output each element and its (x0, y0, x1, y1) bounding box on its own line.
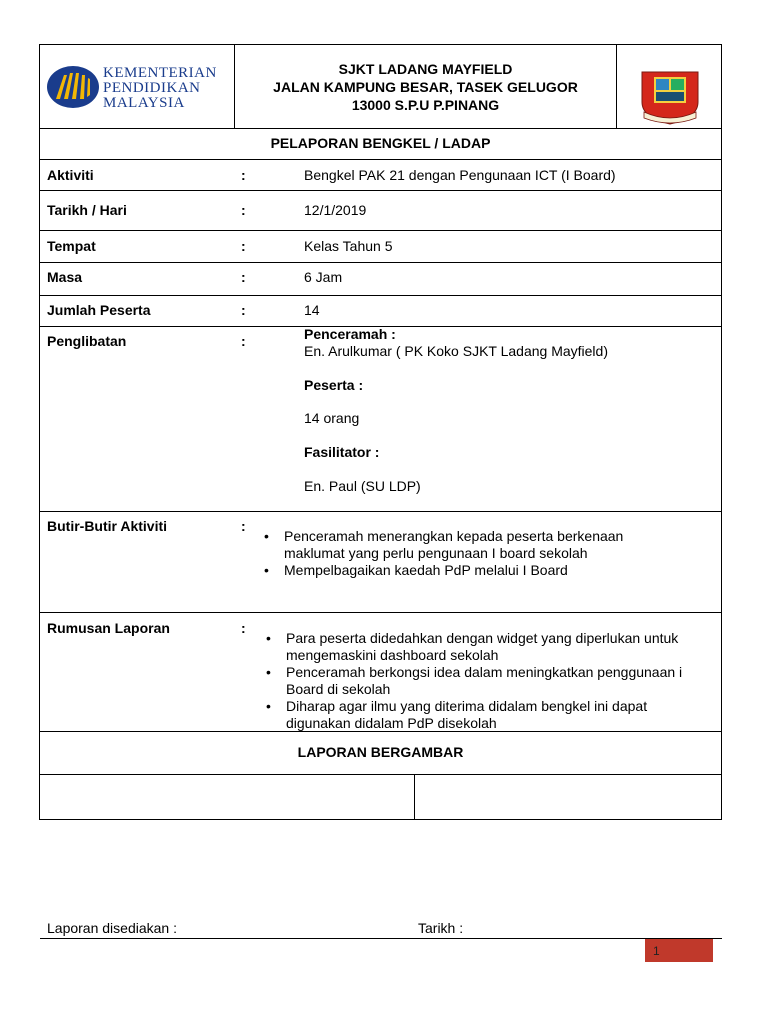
page-number-badge (645, 939, 713, 962)
fasilitator-heading: Fasilitator : (304, 444, 380, 460)
list-item: • Penceramah berkongsi idea dalam meningkatkan penggunaan i Board di sekolah (260, 664, 700, 698)
kpm-logo-line1: KEMENTERIAN (103, 65, 217, 81)
date-label: Tarikh : (418, 920, 464, 936)
form-title: PELAPORAN BENGKEL / LADAP (270, 135, 491, 151)
school-name: SJKT LADANG MAYFIELD (338, 61, 513, 77)
penglibatan-label: Penglibatan (47, 333, 127, 349)
penglibatan-colon: : (241, 333, 246, 349)
aktiviti-value: Bengkel PAK 21 dengan Pengunaan ICT (I Board) (304, 167, 616, 183)
list-item: • Mempelbagaikan kaedah PdP melalui I Board (258, 562, 678, 579)
butir-aktiviti-colon: : (241, 518, 246, 534)
butir-aktiviti-list (258, 528, 678, 579)
rumusan-laporan-list (260, 630, 700, 732)
prepared-by-label: Laporan disediakan : (47, 920, 177, 936)
fasilitator-value: En. Paul (SU LDP) (304, 478, 421, 494)
aktiviti-colon: : (241, 167, 246, 183)
masa-label: Masa (47, 269, 83, 285)
list-item: • Penceramah menerangkan kepada peserta berkenaan maklumat yang perlu pengunaan I board sekolah (258, 528, 678, 562)
school-header (235, 60, 616, 114)
list-item: • Diharap agar ilmu yang diterima didalam bengkel ini dapat digunakan didalam PdP disekolah (260, 698, 700, 732)
masa-colon: : (241, 269, 246, 285)
peserta-value: 14 orang (304, 410, 360, 426)
kpm-logo-line3: MALAYSIA (103, 95, 185, 111)
tarikh-label: Tarikh / Hari (47, 202, 127, 218)
school-address-line1: JALAN KAMPUNG BESAR, TASEK GELUGOR (273, 79, 578, 95)
jumlah-peserta-colon: : (241, 302, 246, 318)
penceramah-heading: Penceramah : (304, 326, 396, 342)
butir-aktiviti-label: Butir-Butir Aktiviti (47, 518, 168, 534)
kpm-emblem-icon (46, 65, 100, 109)
aktiviti-label: Aktiviti (47, 167, 94, 183)
rumusan-laporan-label: Rumusan Laporan (47, 620, 170, 636)
rumusan-laporan-colon: : (241, 620, 246, 636)
jumlah-peserta-label: Jumlah Peserta (47, 302, 151, 318)
photo-slot-right (415, 775, 721, 819)
tempat-colon: : (241, 238, 246, 254)
kpm-logo-text (103, 66, 217, 111)
school-address-line2: 13000 S.P.U P.PINANG (351, 97, 500, 113)
laporan-bergambar-heading: LAPORAN BERGAMBAR (297, 744, 464, 760)
penceramah-value: En. Arulkumar ( PK Koko SJKT Ladang Mayfield) (304, 343, 608, 359)
kpm-logo-line2: PENDIDIKAN (103, 80, 201, 96)
photo-slot-left (40, 775, 414, 819)
page-number: 1 (653, 944, 660, 958)
tempat-value: Kelas Tahun 5 (304, 238, 393, 254)
tarikh-value: 12/1/2019 (304, 202, 367, 218)
list-item: • Para peserta didedahkan dengan widget yang diperlukan untuk mengemaskini dashboard sekolah (260, 630, 700, 664)
footer-divider (40, 938, 722, 939)
jumlah-peserta-value: 14 (304, 302, 320, 318)
masa-value: 6 Jam (304, 269, 343, 285)
tempat-label: Tempat (47, 238, 96, 254)
school-crest-icon (638, 68, 702, 128)
peserta-heading: Peserta : (304, 377, 364, 393)
tarikh-colon: : (241, 202, 246, 218)
